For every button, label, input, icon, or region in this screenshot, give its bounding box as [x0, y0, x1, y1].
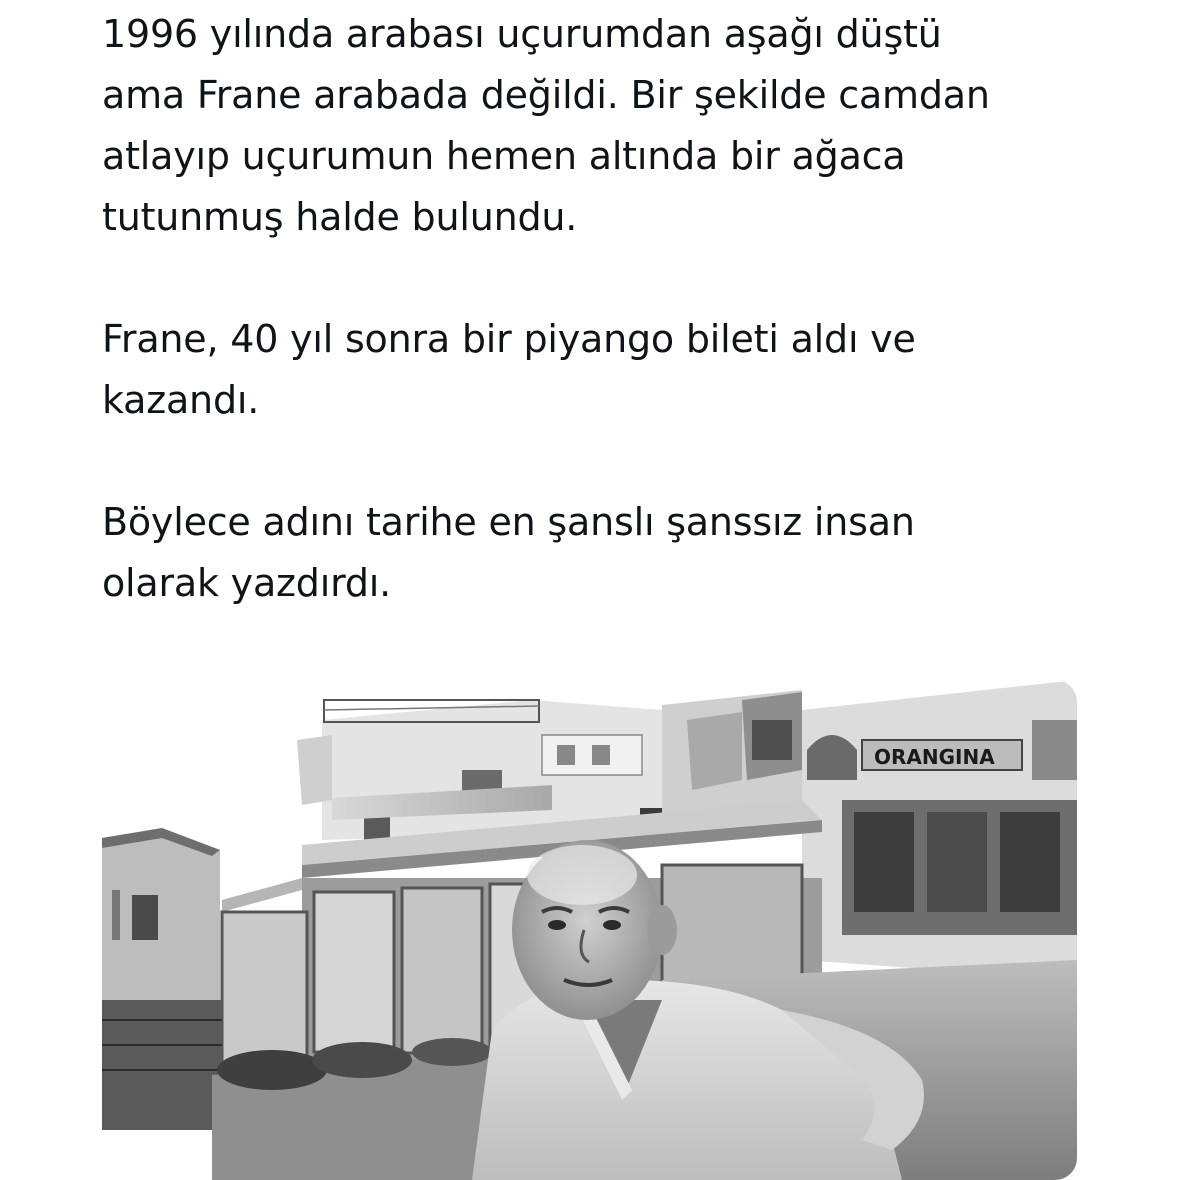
- tweet-text: [102, 4, 1102, 614]
- tweet-line: tutunmuş halde bulundu.: [102, 195, 578, 239]
- right-building: [802, 680, 1077, 980]
- tweet-paragraph-3: [102, 492, 1102, 614]
- tweet-line: Frane, 40 yıl sonra bir piyango bileti aldı ve: [102, 317, 916, 361]
- tweet-paragraph-2: [102, 309, 1102, 431]
- tweet-line: ama Frane arabada değildi. Bir şekilde camdan: [102, 73, 990, 117]
- orangina-sign-text: ORANGINA: [874, 745, 995, 769]
- photo-illustration: [102, 680, 1077, 1180]
- tweet-line: 1996 yılında arabası uçurumdan aşağı düştü: [102, 12, 942, 56]
- tweet-line: olarak yazdırdı.: [102, 561, 391, 605]
- tweet-line: Böylece adını tarihe en şanslı şanssız insan: [102, 500, 915, 544]
- tweet-line: atlayıp uçurumun hemen altında bir ağaca: [102, 134, 906, 178]
- left-house: [102, 828, 220, 1000]
- tweet-line: kazandı.: [102, 378, 260, 422]
- tweet-paragraph-1: [102, 4, 1102, 248]
- tweet-photo[interactable]: [102, 680, 1077, 1180]
